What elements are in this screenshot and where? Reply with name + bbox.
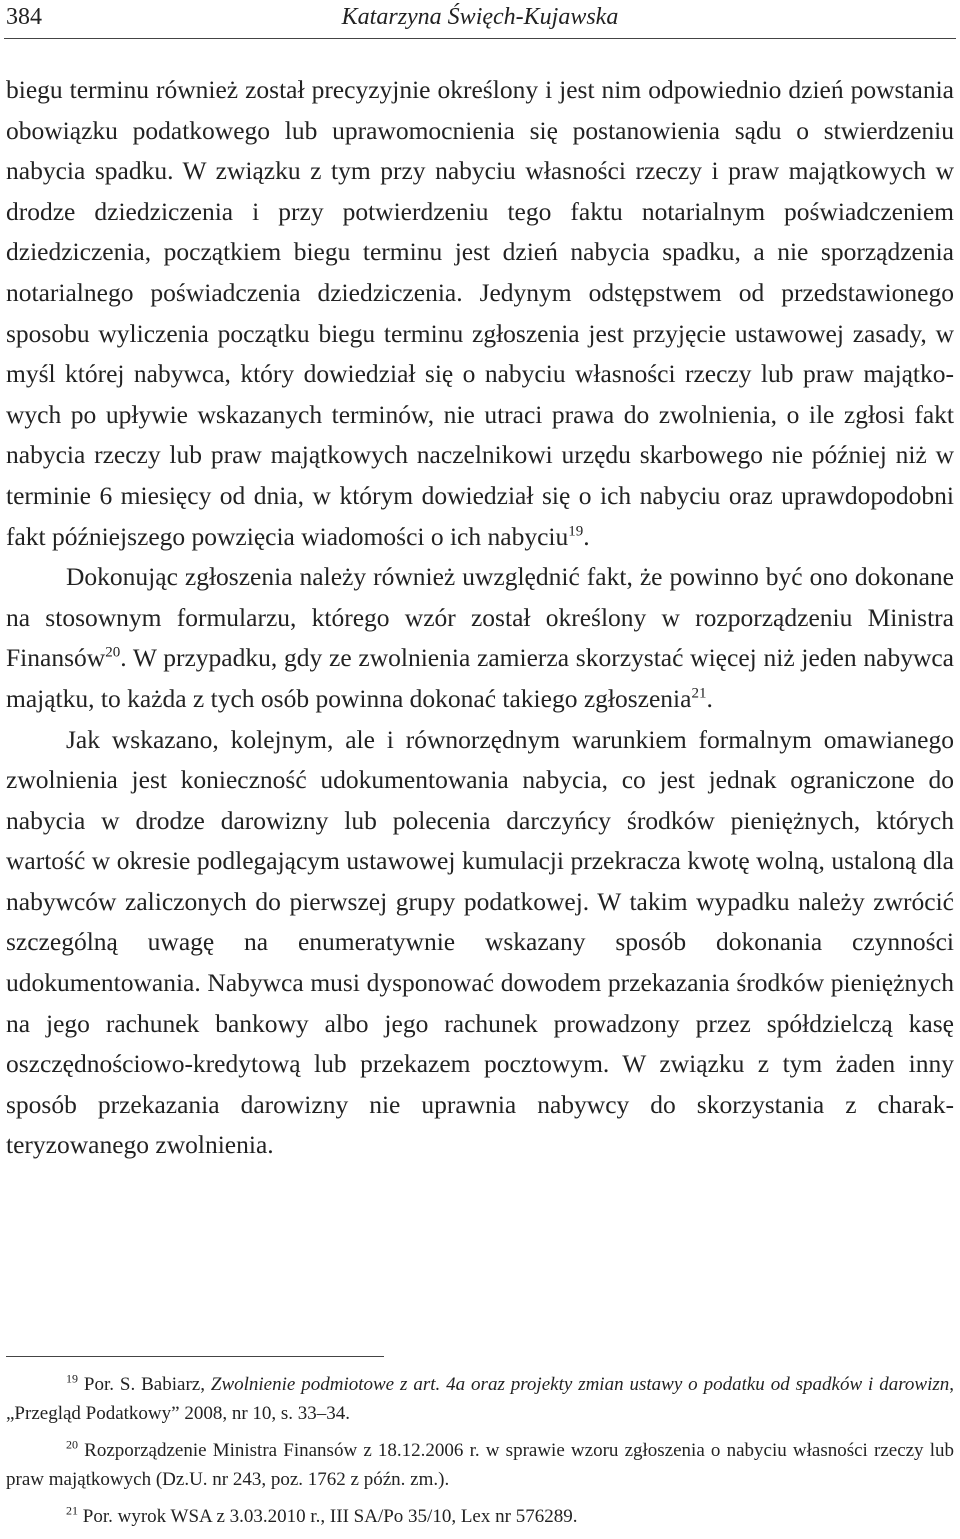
paragraph-1-end: . (583, 521, 590, 551)
footnote-number: 19 (66, 1371, 78, 1386)
paragraph-2 (6, 557, 954, 719)
running-head-author: Katarzyna Święch-Kujawska (341, 4, 619, 30)
paragraph-1 (6, 70, 954, 557)
footnote-ref-21: 21 (691, 685, 707, 702)
paragraph-3 (6, 720, 954, 1167)
footnote-number: 20 (66, 1437, 78, 1452)
footnotes (6, 1370, 954, 1539)
header-rule (4, 38, 956, 39)
footnote-cited-title: Zwolnienie podmiotowe z art. 4a oraz projekty zmian ustawy o podatku od spadków i darowizn (210, 1374, 950, 1395)
footnote-suffix: , „Przegląd Podatkowy” 2008, nr 10, s. 33–34. (6, 1374, 954, 1424)
paragraph-2-text-b: . W przypadku, gdy ze zwolnienia zamierza skorzystać więcej niż jeden nabywca majątku, to każda z tych osób powinna dokonać takiego zgłoszenia (6, 643, 954, 713)
footnote-20 (6, 1436, 954, 1494)
footnote-number: 21 (66, 1503, 78, 1518)
page-number: 384 (6, 4, 42, 30)
footnote-text: Por. wyrok WSA z 3.03.2010 r., III SA/Po 35/10, Lex nr 576289. (82, 1506, 578, 1527)
page-header (0, 0, 960, 40)
paragraph-2-text-a: Dokonując zgłoszenia należy również uwzględnić fakt, że powinno być ono dokonane na stosownym formularzu, którego wzór został określony w rozporządzeniu Ministra Finansów (6, 562, 954, 673)
paragraph-1-text: biegu terminu również został precyzyjnie określony i jest nim odpowiednio dzień powstania obowiązku podatkowego lub uprawomocnienia się postanowienia sądu o stwierdzeniu nabycia spadku. W związku z tym przy nabyciu własności rzeczy i praw majątkowych w drodze dziedziczenia i przy potwierdzeniu tego faktu notarialnym poświadczeniem dziedziczenia, początkiem biegu terminu jest dzień nabycia spadku, a nie sporządzenia notarialnego poświadczenia dziedziczenia. Jedynym odstępstwem od przedstawionego sposobu wyliczenia początku biegu terminu zgłoszenia jest przyjęcie ustawowej zasady, w myśl której nabywca, który dowiedział się o nabyciu własności rzeczy lub praw majątkowych po upływie wskazanych terminów, nie utraci prawa do zwolnienia, o ile zgłosi fakt nabycia rzeczy lub praw majątkowych naczelnikowi urzędu skarbowego nie później niż w terminie 6 miesięcy od dnia, w którym dowiedział się o ich nabyciu oraz uprawdopodobni fakt późniejszego powzięcia wiadomości o ich nabyciu (6, 75, 954, 551)
footnote-ref-20: 20 (105, 644, 121, 661)
footnote-ref-19: 19 (568, 523, 584, 540)
footnote-21 (6, 1502, 954, 1531)
footnote-19 (6, 1370, 954, 1428)
main-text (6, 70, 954, 1166)
paragraph-2-end: . (706, 683, 713, 713)
paragraph-3-text: Jak wskazano, kolejnym, ale i równorzędnym warunkiem formalnym omawianego zwolnienia jest konieczność udokumentowania nabycia, co jest jednak ograniczone do nabycia w drodze darowizny lub polecenia darczyńcy środków pieniężnych, których wartość w okresie podlegającym ustawowej kumulacji przekracza kwotę wolną, ustaloną dla nabywców zaliczonych do pierwszej grupy podatkowej. W takim wypadku należy zwrócić szczególną uwagę na enumeratywnie wskazany sposób dokonania czynności udokumentowania. Nabywca musi dysponować dowodem przekazania środków pieniężnych na jego rachunek bankowy albo jego rachunek prowadzony przez spółdzielczą kasę oszczędnościowo-kredytową lub przekazem pocztowym. W związku z tym żaden inny sposób przekazania darowizny nie uprawnia nabywcy do skorzystania z charakteryzowanego zwolnienia. (6, 724, 954, 1160)
footnote-text: Rozporządzenie Ministra Finansów z 18.12.2006 r. w sprawie wzoru zgłoszenia o nabyciu własności rzeczy lub praw majątkowych (Dz.U. nr 243, poz. 1762 z późn. zm.). (6, 1440, 954, 1490)
footnote-separator (6, 1356, 384, 1357)
footnote-prefix: Por. S. Babiarz, (83, 1374, 211, 1395)
